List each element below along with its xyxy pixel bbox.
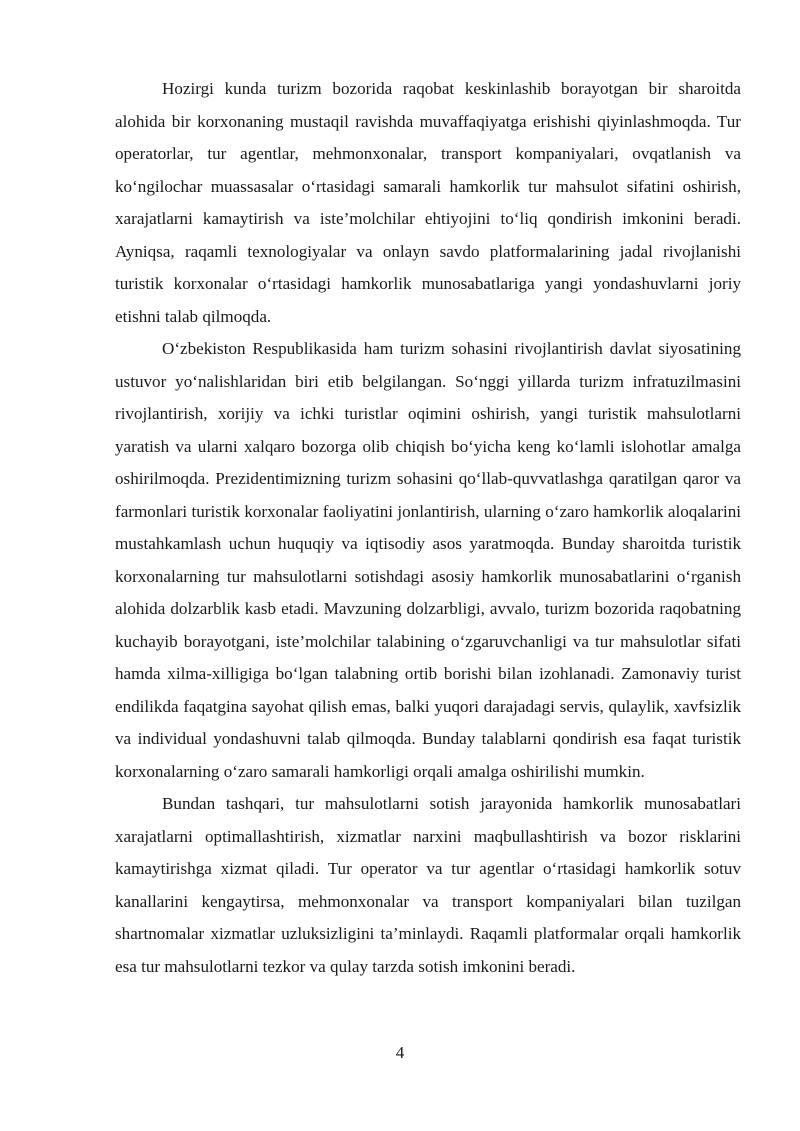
- document-body: [115, 73, 741, 983]
- paragraph-3: Bundan tashqari, tur mahsulotlarni sotish jarayonida hamkorlik munosabatlari xarajatlarni optimallashtirish, xizmatlar narxini maqbullashtirish va bozor risklarini kamaytirishga xizmat qiladi. Tur operator va tur agentlar o‘rtasidagi hamkorlik sotuv kanallarini kengaytirsa, mehmonxonalar va transport kompaniyalari bilan tuzilgan shartnomalar xizmatlar uzluksizligini ta’minlaydi. Raqamli platformalar orqali hamkorlik esa tur mahsulotlarni tezkor va qulay tarzda sotish imkonini beradi.: [115, 794, 741, 976]
- paragraph-1: Hozirgi kunda turizm bozorida raqobat keskinlashib borayotgan bir sharoitda alohida bir korxonaning mustaqil ravishda muvaffaqiyatga erishishi qiyinlashmoqda. Tur operatorlar, tur agentlar, mehmonxonalar, transport kompaniyalari, ovqatlanish va ko‘ngilochar muassasalar o‘rtasidagi samarali hamkorlik tur mahsulot sifatini oshirish, xarajatlarni kamaytirish va iste’molchilar ehtiyojini to‘liq qondirish imkonini beradi. Ayniqsa, raqamli texnologiyalar va onlayn savdo platformalarining jadal rivojlanishi turistik korxonalar o‘rtasidagi hamkorlik munosabatlariga yangi yondashuvlarni joriy etishni talab qilmoqda.: [115, 79, 741, 326]
- paragraph-2: O‘zbekiston Respublikasida ham turizm sohasini rivojlantirish davlat siyosatining ustuvor yo‘nalishlaridan biri etib belgilangan. So‘nggi yillarda turizm infratuzilmasini rivojlantirish, xorijiy va ichki turistlar oqimini oshirish, yangi turistik mahsulotlarni yaratish va ularni xalqaro bozorga olib chiqish bo‘yicha keng ko‘lamli islohotlar amalga oshirilmoqda. Prezidentimizning turizm sohasini qo‘llab-quvvatlashga qaratilgan qaror va farmonlari turistik korxonalar faoliyatini jonlantirish, ularning o‘zaro hamkorlik aloqalarini mustahkamlash uchun huquqiy va iqtisodiy asos yaratmoqda. Bunday sharoitda turistik korxonalarning tur mahsulotlarni sotishdagi asosiy hamkorlik munosabatlarini o‘rganish alohida dolzarblik kasb etadi. Mavzuning dolzarbligi, avvalo, turizm bozorida raqobatning kuchayib borayotgani, iste’molchilar talabining o‘zgaruvchanligi va tur mahsulotlar sifati hamda xilma-xilligiga bo‘lgan talabning ortib borishi bilan izohlanadi. Zamonaviy turist endilikda faqatgina sayohat qilish emas, balki yuqori darajadagi servis, qulaylik, xavfsizlik va individual yondashuvni talab qilmoqda. Bunday talablarni qondirish esa faqat turistik korxonalarning o‘zaro samarali hamkorligi orqali amalga oshirilishi mumkin.: [115, 339, 741, 781]
- page-number: 4: [395, 1043, 405, 1062]
